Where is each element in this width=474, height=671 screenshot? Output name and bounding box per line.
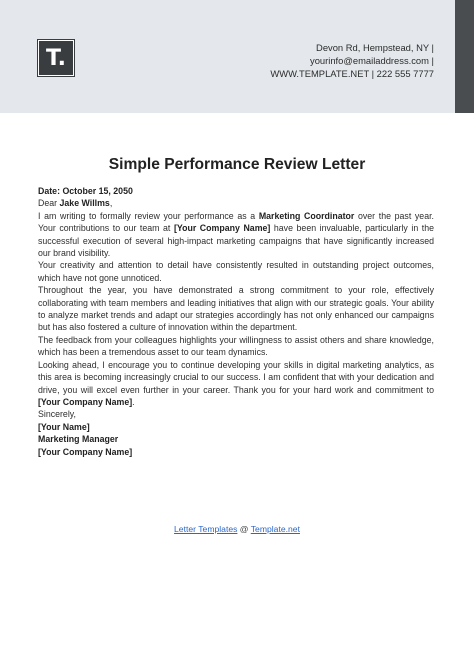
letter-templates-link[interactable]: Letter Templates <box>174 524 238 534</box>
salutation-suffix: , <box>109 198 113 209</box>
template-logo <box>38 40 74 76</box>
p1-text-b: over the past year. Your contributions to our team at <box>38 210 434 234</box>
p1-company: [Your Company Name] <box>173 223 271 234</box>
paragraph-1 <box>38 210 434 260</box>
header-accent-stripe <box>455 0 474 113</box>
p5-company: [Your Company Name] <box>38 396 133 407</box>
template-net-link[interactable]: Template.net <box>250 524 300 534</box>
contact-email: yourinfo@emailaddress.com | <box>310 55 434 66</box>
letter-body <box>38 185 434 458</box>
signature-name: [Your Name] <box>38 421 90 432</box>
paragraph-3: Throughout the year, you have demonstrated a strong commitment to your role, effectively collaborating with team members and leading initiatives that align with our strategic goals. Your ability to analyze market trends and adapt our strategies accordingly has not only enhanced our campaigns but has also fostered a culture of innovation within the department. <box>38 285 434 333</box>
logo-letter: T. <box>45 45 67 71</box>
recipient-name: Jake Willms <box>59 198 110 209</box>
signature-company: [Your Company Name] <box>38 446 133 457</box>
footer-separator: @ <box>237 524 251 534</box>
p1-text-a: I am writing to formally review your performance as a <box>38 210 259 221</box>
paragraph-5 <box>38 359 434 409</box>
letter-date: Date: October 15, 2050 <box>38 186 133 196</box>
signature-title: Marketing Manager <box>38 434 119 445</box>
contact-block <box>270 41 434 80</box>
contact-web-phone: WWW.TEMPLATE.NET | 222 555 7777 <box>270 68 434 79</box>
paragraph-4: The feedback from your colleagues highlights your willingness to assist others and share knowledge, which has been a tremendous asset to our team dynamics. <box>38 334 434 358</box>
salutation-prefix: Dear <box>38 198 60 209</box>
salutation <box>38 197 434 209</box>
contact-address: Devon Rd, Hempstead, NY | <box>316 42 434 53</box>
paragraph-2: Your creativity and attention to detail have consistently resulted in outstanding project outcomes, which have not gone unnoticed. <box>38 260 434 283</box>
letterhead <box>0 0 474 113</box>
p1-text-c: have been invaluable, particularly in the successful execution of several high-impact marketing campaigns that have significantly increased our brand visibility. <box>38 223 434 259</box>
footer-links <box>0 524 474 534</box>
page-title: Simple Performance Review Letter <box>108 156 366 173</box>
closing: Sincerely, <box>38 409 76 420</box>
p5-text-a: Looking ahead, I encourage you to continue developing your skills in digital marketing analytics, as this area is becoming increasingly crucial to our success. I am confident that with your dedication and drive, you will excel even further in your career. Thank you for your hard work and commitment to <box>38 359 434 395</box>
p5-text-b: . <box>132 396 135 407</box>
p1-role: Marketing Coordinator <box>258 210 355 221</box>
